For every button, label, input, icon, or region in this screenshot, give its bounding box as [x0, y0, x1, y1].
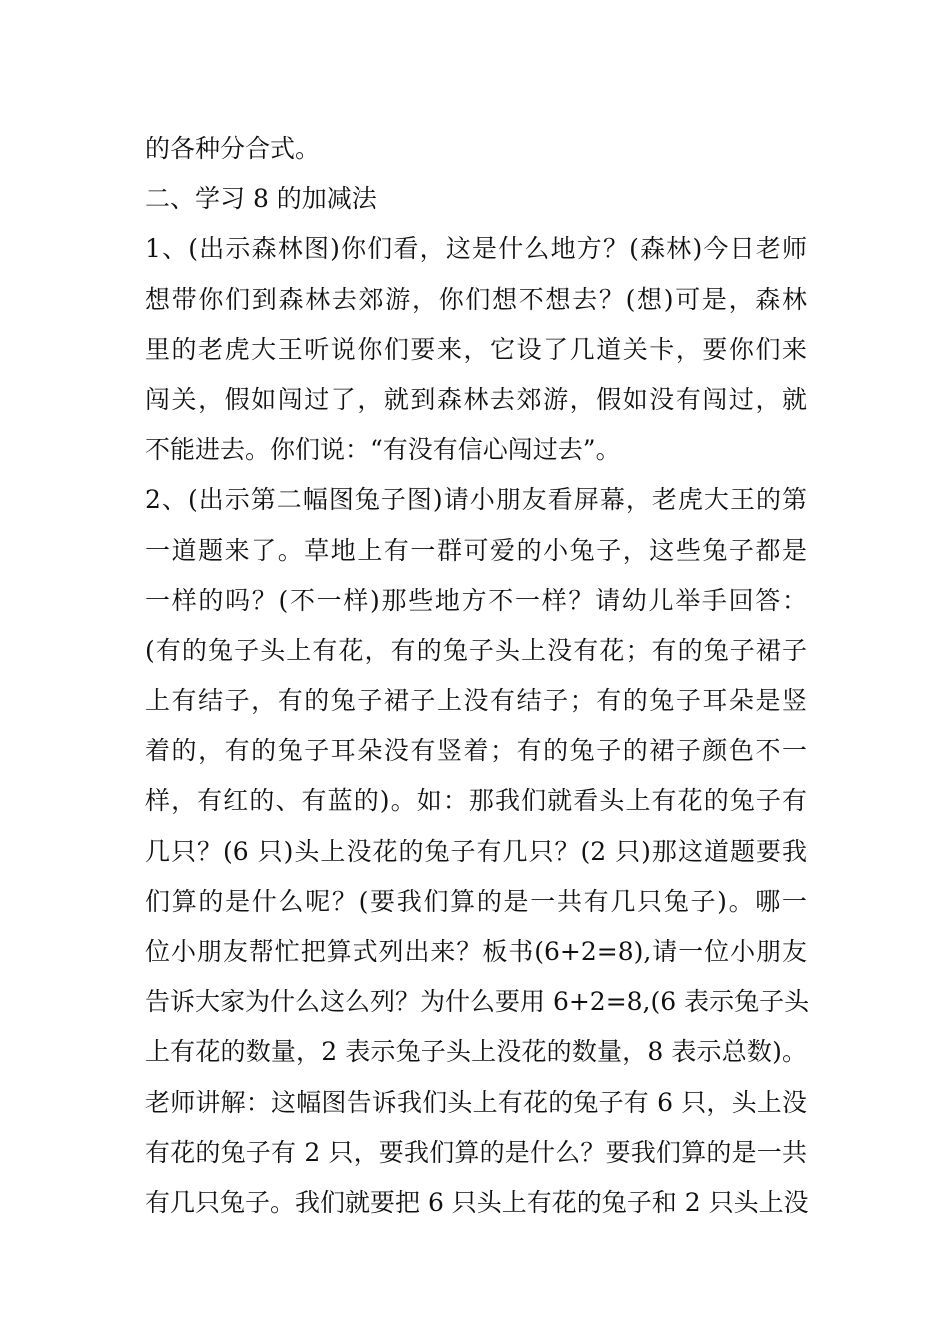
text-line: 的各种分合式。: [145, 134, 321, 163]
text-line: 一道题来了。草地上有一群可爱的小兔子，这些兔子都是: [145, 535, 807, 565]
text-line: 上有结子，有的兔子裙子上没有结子；有的兔子耳朵是竖: [145, 686, 807, 716]
text-line: 有花的兔子有 2 只，要我们算的是什么？要我们算的是一共: [145, 1137, 807, 1167]
text-line: 着的，有的兔子耳朵没有竖着；有的兔子的裙子颜色不一: [145, 736, 807, 766]
text-line: (有的兔子头上有花，有的兔子头上没有花；有的兔子裙子: [145, 635, 807, 665]
text-line: 闯关，假如闯过了，就到森林去郊游，假如没有闯过，就: [145, 384, 807, 414]
text-line: 几只？(6 只)头上没花的兔子有几只？(2 只)那这道题要我: [145, 836, 807, 866]
section-heading: 二、学习 8 的加减法: [145, 184, 377, 214]
text-line: 有几只兔子。我们就要把 6 只头上有花的兔子和 2 只头上没: [145, 1187, 809, 1217]
text-line: 样，有红的、有蓝的)。如：那我们就看头上有花的兔子有: [145, 786, 807, 816]
text-line: 里的老虎大王听说你们要来，它设了几道关卡，要你们来: [145, 334, 807, 364]
body-text: [145, 124, 810, 1228]
text-line: 告诉大家为什么这么列？为什么要用 6+2=8,(6 表示兔子头: [145, 987, 810, 1017]
text-line: 老师讲解：这幅图告诉我们头上有花的兔子有 6 只，头上没: [145, 1087, 807, 1117]
text-line: 位小朋友帮忙把算式列出来？板书(6+2=8),请一位小朋友: [145, 937, 807, 966]
text-line: 上有花的数量，2 表示兔子头上没花的数量，8 表示总数)。: [145, 1037, 807, 1067]
text-line: 2、(出示第二幅图兔子图)请小朋友看屏幕，老虎大王的第: [145, 485, 807, 515]
text-line: 想带你们到森林去郊游，你们想不想去？(想)可是，森林: [145, 284, 807, 314]
text-line: 一样的吗？(不一样)那些地方不一样？请幼儿举手回答：: [145, 585, 807, 615]
text-line: 们算的是什么呢？(要我们算的是一共有几只兔子)。哪一: [145, 886, 807, 916]
text-line: 不能进去。你们说：“有没有信心闯过去”。: [145, 435, 621, 465]
text-line: 1、(出示森林图)你们看，这是什么地方？(森林)今日老师: [145, 234, 807, 264]
